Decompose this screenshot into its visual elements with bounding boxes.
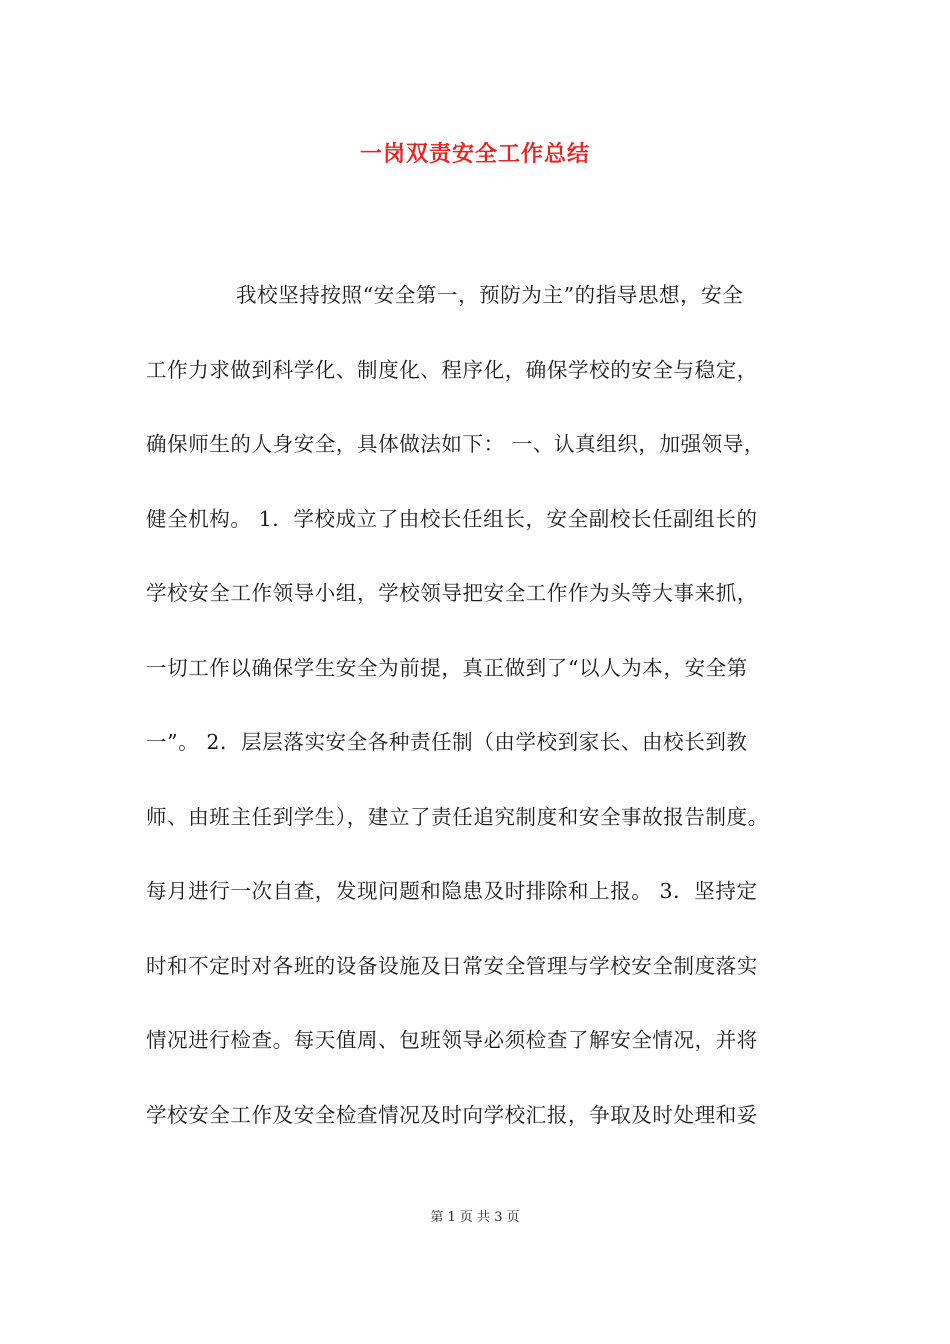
- document-title: 一岗双责安全工作总结: [359, 142, 590, 167]
- body-line: 每月进行一次自查，发现问题和隐患及时排除和上报。 3．坚持定: [146, 879, 758, 903]
- body-line: 时和不定时对各班的设备设施及日常安全管理与学校安全制度落实: [146, 953, 758, 978]
- body-line: 一切工作以确保学生安全为前提，真正做到了“以人为本，安全第: [146, 655, 748, 680]
- body-line: 工作力求做到科学化、制度化、程序化，确保学校的安全与稳定，: [146, 357, 758, 382]
- body-line: 学校安全工作及安全检查情况及时向学校汇报，争取及时处理和妥: [146, 1102, 758, 1127]
- page-footer: 第 1 页 共 3 页: [430, 1210, 520, 1225]
- body-line: 确保师生的人身安全，具体做法如下： 一、认真组织，加强领导，: [146, 432, 766, 456]
- body-line: 学校安全工作领导小组，学校领导把安全工作作为头等大事来抓，: [146, 581, 758, 605]
- body-line: 一”。 2．层层落实安全各种责任制（由学校到家长、由校长到教: [146, 730, 748, 754]
- body-line: 我校坚持按照“安全第一，预防为主”的指导思想，安全: [236, 283, 744, 307]
- body-line: 情况进行检查。每天值周、包班领导必须检查了解安全情况，并将: [146, 1028, 758, 1052]
- body-line: 师、由班主任到学生），建立了责任追究制度和安全事故报告制度。: [146, 804, 769, 829]
- document-body: [146, 278, 836, 1172]
- body-line: 健全机构。 1．学校成立了由校长任组长，安全副校长任副组长的: [146, 506, 758, 531]
